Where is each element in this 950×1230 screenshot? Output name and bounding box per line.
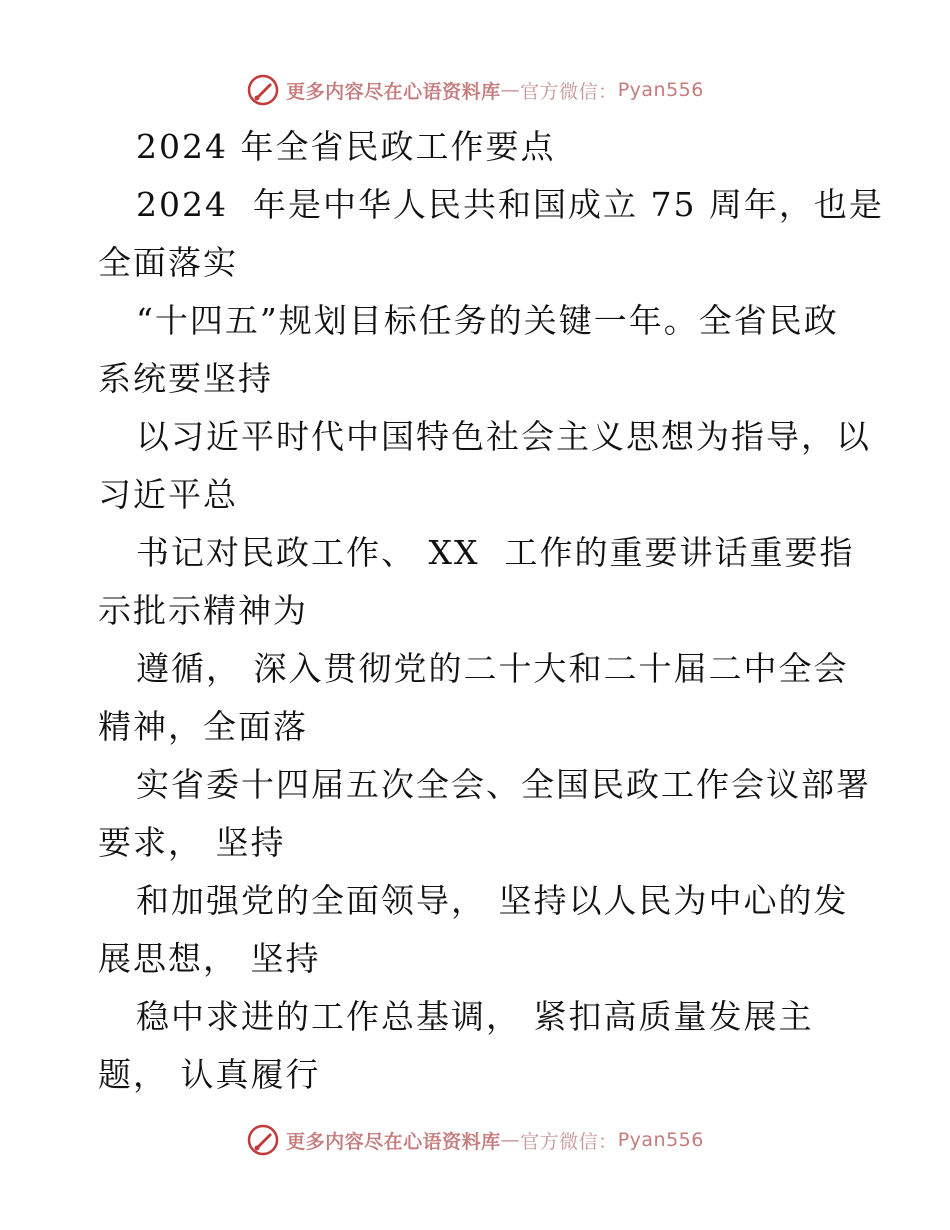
text-line: 全面落实 (98, 243, 238, 282)
footer-watermark (0, 1120, 950, 1160)
text-line: 精神，全面落 (98, 707, 308, 746)
document-title: 2024 年全省民政工作要点 (136, 127, 556, 166)
watermark-dash: — (500, 79, 521, 101)
watermark-sub-text: 官方微信： (520, 1130, 618, 1153)
watermark-handle: Pyan556 (617, 79, 704, 101)
pen-quill-circle-icon (246, 73, 280, 107)
watermark-sub-text: 官方微信： (520, 80, 618, 103)
text-line: 和加强党的全面领导， 坚持以人民为中心的发 (136, 881, 849, 920)
document-body (98, 118, 884, 1104)
text-line: 书记对民政工作、 XX 工作的重要讲话重要指 (136, 533, 855, 572)
watermark-handle: Pyan556 (617, 1129, 704, 1151)
text-line: 稳中求进的工作总基调， 紧扣高质量发展主 (136, 997, 814, 1036)
text-line: 2024 年是中华人民共和国成立 75 周年，也是 (136, 185, 884, 224)
text-line: 要求， 坚持 (98, 823, 286, 862)
text-line: 示批示精神为 (98, 591, 308, 630)
text-line: 以习近平时代中国特色社会主义思想为指导，以 (136, 417, 871, 456)
text-line: “十四五”规划目标任务的关键一年。全省民政 (136, 301, 839, 340)
text-line: 实省委十四届五次全会、全国民政工作会议部署 (136, 765, 871, 804)
watermark-main-text: 更多内容尽在心语资料库 (286, 1130, 501, 1153)
text-line: 习近平总 (98, 475, 238, 514)
text-line: 展思想， 坚持 (98, 939, 321, 978)
text-line: 遵循， 深入贯彻党的二十大和二十届二中全会 (136, 649, 849, 688)
watermark-main-text: 更多内容尽在心语资料库 (286, 80, 501, 103)
text-line: 题， 认真履行 (98, 1055, 321, 1094)
pen-quill-circle-icon (246, 1123, 280, 1157)
header-watermark (0, 70, 950, 110)
watermark-dash: — (500, 1129, 521, 1151)
text-line: 系统要坚持 (98, 359, 273, 398)
